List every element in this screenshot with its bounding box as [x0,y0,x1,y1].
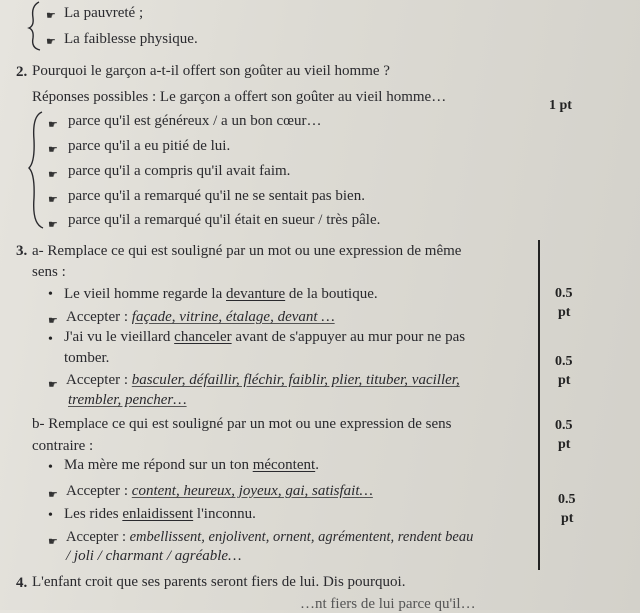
q2-question: Pourquoi le garçon a-t-il offert son goûter au vieil homme ? [32,63,390,79]
q3b-title-line1: b- Remplace ce qui est souligné par un mot ou une expression de sens [32,416,452,432]
q2-answer-3: parce qu'il a compris qu'il avait faim. [68,163,291,179]
q3b-accept-2: Accepter : embellissent, enjolivent, ornent, agrémentent, rendent beau [66,529,474,545]
q2-answer-1: parce qu'il est généreux / a un bon cœur… [68,113,322,129]
q4-question: L'enfant croit que ses parents seront fiers de lui. Dis pourquoi. [32,574,406,590]
bullet-marker-icon: ☛ [48,119,58,131]
bullet-marker-icon: ☛ [48,194,58,206]
bullet-marker-icon: ☛ [48,144,58,156]
q3a-sentence-1: Le vieil homme regarde la devanture de la boutique. [64,286,378,302]
bullet-marker-icon: ☛ [48,379,58,391]
bullet-marker-icon: ☛ [46,10,56,22]
score-column-line [538,240,540,570]
score-unit: pt [558,305,571,320]
q3b-accept-2-line2: / joli / charmant / agréable… [66,548,242,564]
q3-number: 3. [16,243,28,259]
q2-points: 1 pt [549,98,572,113]
bullet-dot-icon: • [48,460,53,475]
bullet-marker-icon: ☛ [48,219,58,231]
q3a-title-line1: a- Remplace ce qui est souligné par un mot ou une expression de même [32,243,462,259]
q4-number: 4. [16,575,28,591]
q3b-sentence-2: Les rides enlaidissent l'inconnu. [64,506,256,522]
score-value: 0.5 [555,286,573,301]
score-value: 0.5 [558,492,576,507]
q3b-sentence-1: Ma mère me répond sur un ton mécontent. [64,457,319,473]
q1-item-1: La pauvreté ; [64,5,144,21]
q2-number: 2. [16,64,28,80]
bullet-marker-icon: ☛ [48,489,58,501]
q2-intro: Réponses possibles : Le garçon a offert son goûter au vieil homme… [32,89,447,105]
q1-brace [25,0,43,52]
q1-item-2: La faiblesse physique. [64,31,198,47]
q2-brace [26,110,46,230]
score-value: 0.5 [555,354,573,369]
score-unit: pt [561,511,574,526]
q2-answer-4: parce qu'il a remarqué qu'il ne se sentait pas bien. [68,188,365,204]
score-unit: pt [558,437,571,452]
q3a-accept-2: Accepter : basculer, défaillir, fléchir, faiblir, plier, tituber, vaciller, [66,372,460,388]
bullet-marker-icon: ☛ [46,36,56,48]
bullet-dot-icon: • [48,508,53,523]
q3b-title-line2: contraire : [32,438,94,454]
q3a-title-line2: sens : [32,264,66,280]
q3b-accept-1: Accepter : content, heureux, joyeux, gai, satisfait… [66,483,373,499]
q2-answer-2: parce qu'il a eu pitié de lui. [68,138,231,154]
bullet-dot-icon: • [48,287,53,302]
bullet-marker-icon: ☛ [48,536,58,548]
q2-answer-5: parce qu'il a remarqué qu'il était en sueur / très pâle. [68,212,381,228]
bullet-marker-icon: ☛ [48,169,58,181]
q3a-sentence-2: J'ai vu le vieillard chanceler avant de s'appuyer au mur pour ne pas [64,329,466,345]
q3a-accept-1: Accepter : façade, vitrine, étalage, devant … [66,309,335,325]
q3a-sentence-2-line2: tomber. [64,350,110,366]
score-value: 0.5 [555,418,573,433]
q4-partial-line: …nt fiers de lui parce qu'il… [300,596,476,612]
bullet-dot-icon: • [48,332,53,347]
score-unit: pt [558,373,571,388]
q3a-accept-2-line2: trembler, pencher… [68,392,187,408]
bullet-marker-icon: ☛ [48,315,58,327]
